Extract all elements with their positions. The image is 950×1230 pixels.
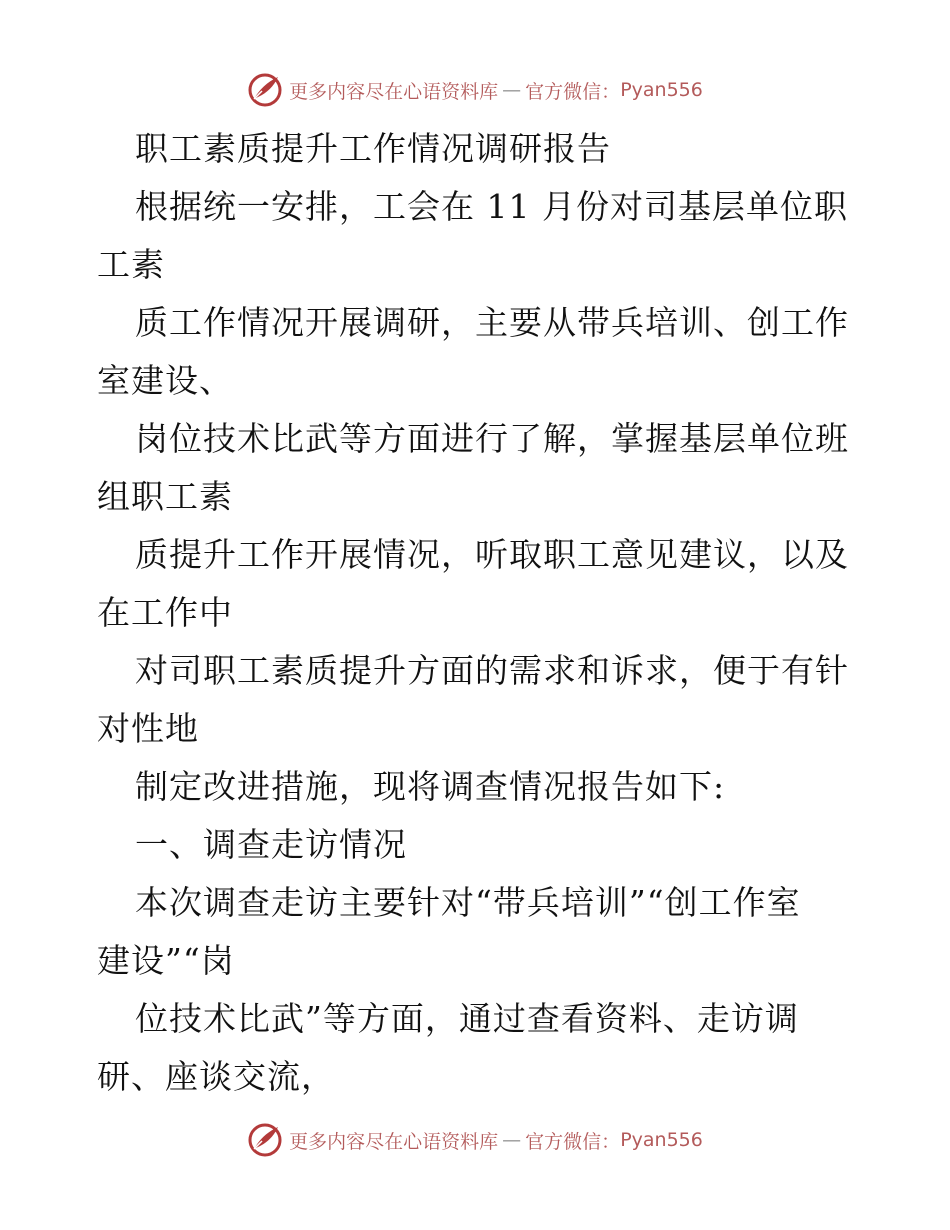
paragraph-line: 在工作中 xyxy=(97,593,233,632)
quill-logo-icon xyxy=(247,1122,283,1158)
paragraph-line: 岗位技术比武等方面进行了解，掌握基层单位班 xyxy=(135,419,849,458)
footer-watermark xyxy=(0,1120,950,1160)
paragraph-line: 室建设、 xyxy=(97,361,233,400)
header-watermark xyxy=(0,70,950,110)
paragraph-line: 组职工素 xyxy=(97,477,233,516)
watermark-contact: 官方微信： xyxy=(525,1130,621,1153)
paragraph-line: 研、座谈交流， xyxy=(97,1057,335,1096)
document-body xyxy=(97,120,857,1106)
watermark-contact: 官方微信： xyxy=(525,80,621,103)
paragraph-line: 位技术比武”等方面，通过查看资料、走访调 xyxy=(135,999,799,1038)
watermark-id: Pyan556 xyxy=(620,1129,703,1151)
paragraph-line: 质工作情况开展调研，主要从带兵培训、创工作 xyxy=(135,303,849,342)
watermark-separator: — xyxy=(502,1129,522,1151)
paragraph-line: 对性地 xyxy=(97,709,199,748)
paragraph-line: 本次调查走访主要针对“带兵培训”“创工作室 xyxy=(135,883,801,922)
paragraph-line: 根据统一安排，工会在 11 月份对司基层单位职 xyxy=(135,187,848,226)
paragraph-line: 制定改进措施，现将调查情况报告如下: xyxy=(135,767,726,806)
paragraph-line: 建设”“岗 xyxy=(97,941,235,980)
watermark-id: Pyan556 xyxy=(620,79,703,101)
paragraph-line: 工素 xyxy=(97,245,165,284)
watermark-text: 更多内容尽在心语资料库 xyxy=(289,1130,499,1153)
watermark-separator: — xyxy=(502,79,522,101)
paragraph-line: 对司职工素质提升方面的需求和诉求，便于有针 xyxy=(135,651,849,690)
quill-logo-icon xyxy=(247,72,283,108)
watermark-text: 更多内容尽在心语资料库 xyxy=(289,80,499,103)
paragraph-line: 质提升工作开展情况，听取职工意见建议，以及 xyxy=(135,535,849,574)
document-title: 职工素质提升工作情况调研报告 xyxy=(135,129,611,168)
section-heading: 一、调查走访情况 xyxy=(135,825,407,864)
